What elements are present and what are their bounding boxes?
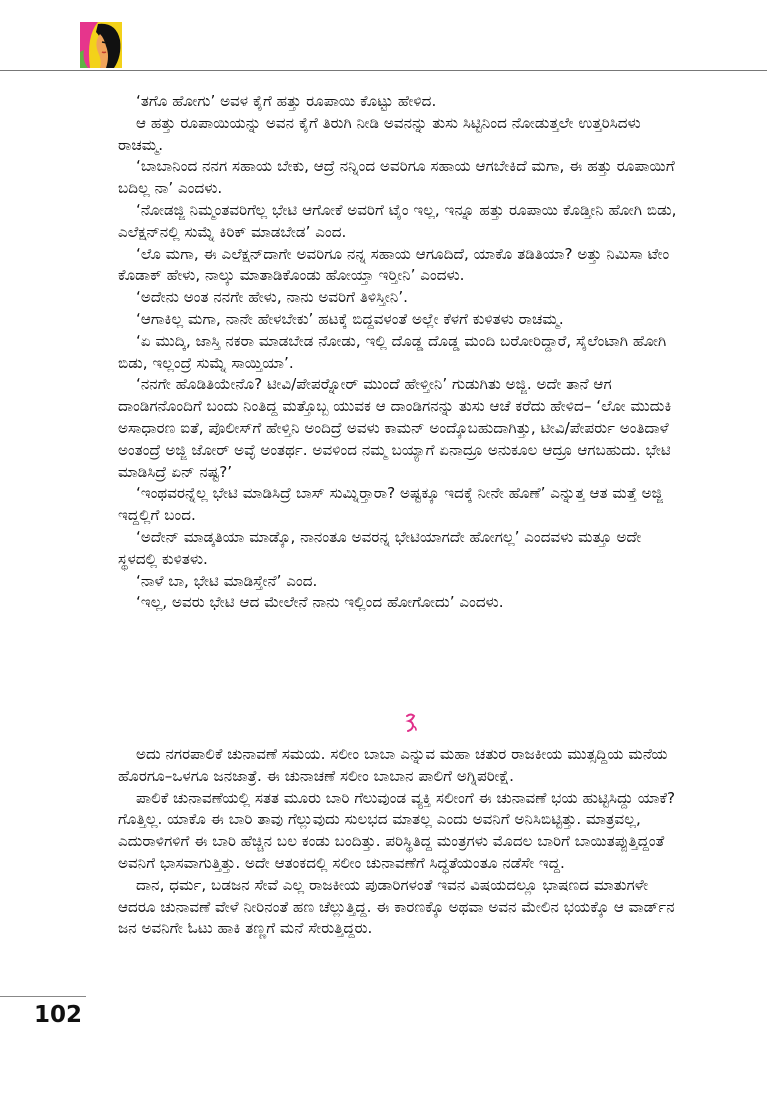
footer-rule [0, 996, 86, 997]
paragraph: ‘ಏ ಮುದ್ಕಿ, ಜಾಸ್ತಿ ನಕರಾ ಮಾಡಬೇಡ ನೋಡು, ಇಲ್ಲಿ ದೊಡ್ಡ ದೊಡ್ಡ ಮಂದಿ ಬರೋರಿದ್ದಾರೆ, ಸೈಲೆಂಟಾಗಿ ಹೋಗಿ ಬಿಡು, ಇಲ್ಲಂದ್ರೆ ಸುಮ್ನೆ ಸಾಯ್ತಿಯಾ’. [118, 331, 667, 372]
paragraph: ‘ನೋಡಜ್ಜಿ ನಿಮ್ಮಂತವರಿಗೆಲ್ಲ ಭೇಟಿ ಆಗೋಕೆ ಅವರಿಗೆ ಟೈಂ ಇಲ್ಲ, ಇನ್ನೂ ಹತ್ತು ರೂಪಾಯಿ ಕೊಡ್ತೀನಿ ಹೋಗಿ ಬಿಡು, ಎಲೆಕ್ಷನ್‌ನಲ್ಲಿ ಸುಮ್ನೆ ಕಿರಿಕ್ ಮಾಡಬೇಡ’ ಎಂದ. [118, 200, 677, 241]
paragraph: ದಾನ, ಧರ್ಮ, ಬಡಜನ ಸೇವೆ ಎಲ್ಲ ರಾಜಕೀಯ ಪುಡಾರಿಗಳಂತೆ ಇವನ ವಿಷಯದಲ್ಲೂ ಭಾಷಣದ ಮಾತುಗಳೇ ಆದರೂ ಚುನಾವಣೆ ವೇಳೆ ನೀರಿನಂತೆ ಹಣ ಚೆಲ್ಲುತ್ತಿದ್ದ. ಈ ಕಾರಣಕ್ಕೊ ಅಥವಾ ಅವನ ಮೇಲಿನ ಭಯಕ್ಕೊ ಆ ವಾರ್ಡ್‌ನ ಜನ ಅವನಿಗೇ ಓಟು ಹಾಕಿ ತಣ್ಣಗೆ ಮನೆ ಸೇರುತ್ತಿದ್ದರು. [118, 875, 675, 938]
paragraph: ‘ಅದೇನ್ ಮಾಡ್ಕತಿಯಾ ಮಾಡ್ಕೊ, ನಾನಂತೂ ಅವರನ್ನ ಭೇಟಿಯಾಗದೇ ಹೋಗಲ್ಲ’ ಎಂದವಳು ಮತ್ತೂ ಅದೇ ಸ್ಥಳದಲ್ಲಿ ಕುಳಿತಳು. [118, 527, 642, 568]
paragraph: ‘ಆಗಾಕಿಲ್ಲ ಮಗಾ, ನಾನೇ ಹೇಳಬೇಕು’ ಹಟಕ್ಕೆ ಬಿದ್ದವಳಂತೆ ಅಲ್ಲೇ ಕೆಳಗೆ ಕುಳಿತಳು ರಾಚಮ್ಮ. [136, 309, 564, 328]
woman-face-icon [80, 22, 122, 68]
paragraph: ‘ಬಾಬಾನಿಂದ ನನಗ ಸಹಾಯ ಬೇಕು, ಆದ್ರೆ ನನ್ನಿಂದ ಅವರಿಗೂ ಸಹಾಯ ಆಗಬೇಕಿದೆ ಮಗಾ, ಈ ಹತ್ತು ರೂಪಾಯಿಗೆ ಬದಿಲ್ಲ ನಾ’ ಎಂದಳು. [118, 157, 675, 198]
paragraph: ‘ಅದೇನು ಅಂತ ನನಗೇ ಹೇಳು, ನಾನು ಅವರಿಗೆ ತಿಳಿಸ್ತೀನಿ’. [136, 288, 408, 307]
paragraph: ‘ಲೊ ಮಗಾ, ಈ ಎಲೆಕ್ಷನ್‌ದಾಗೇ ಅವರಿಗೂ ನನ್ನ ಸಹಾಯ ಆಗೂದಿದೆ, ಯಾಕೊ ತಡಿತಿಯಾ? ಅತ್ತು ನಿಮಿಸಾ ಟೇಂ ಕೊಡಾಕ್ ಹೇಳು, ನಾಲ್ಕು ಮಾತಾಡಿಕೊಂಡು ಹೋಯ್ತಾ ಇರ್‍ತೀನಿ’ ಎಂದಳು. [118, 244, 670, 285]
page-number: 102 [34, 1002, 83, 1028]
paragraph: ‘ತಗೊ ಹೋಗು’ ಅವಳ ಕೈಗೆ ಹತ್ತು ರೂಪಾಯಿ ಕೊಟ್ಟು ಹೇಳಿದ. [136, 92, 437, 110]
story-section-2 [118, 744, 678, 940]
paragraph: ‘ಇಲ್ಲ, ಅವರು ಭೇಟಿ ಆದ ಮೇಲೇನೆ ನಾನು ಇಲ್ಲಿಂದ ಹೋಗೋದು’ ಎಂದಳು. [136, 593, 504, 612]
paragraph: ಅದು ನಗರಪಾಲಿಕೆ ಚುನಾವಣೆ ಸಮಯ. ಸಲೀಂ ಬಾಬಾ ಎನ್ನುವ ಮಹಾ ಚತುರ ರಾಜಕೀಯ ಮುತ್ಸದ್ದಿಯ ಮನೆಯ ಹೊರಗೂ–ಒಳಗೂ ಜನಜಾತ್ರೆ. ಈ ಚುನಾಚಣೆ ಸಲೀಂ ಬಾಬಾನ ಪಾಲಿಗೆ ಅಗ್ನಿಪರೀಕ್ಷೆ. [118, 745, 668, 785]
paragraph: ‘ನನಗೇ ಹೊಡಿತಿಯೇನೊ? ಟೀವಿ/ಪೇಪರ್‍ನೋರ್ ಮುಂದೆ ಹೇಳ್ತೀನಿ’ ಗುಡುಗಿತು ಅಜ್ಜಿ. ಅದೇ ತಾನೆ ಆಗ ದಾಂಡಿಗನೊಂದಿಗೆ ಬಂದು ನಿಂತಿದ್ದ ಮತ್ತೊಬ್ಬ ಯುವಕ ಆ ದಾಂಡಿಗನನ್ನು ತುಸು ಆಚೆ ಕರೆದು ಹೇಳಿದ– ‘ಲೋ ಮುದುಕಿ ಅಸಾಧಾರಣ ಐತೆ, ಪೊಲೀಸ್‌ಗೆ ಹೇಳ್ತಿನಿ ಅಂದಿದ್ರೆ ಅವಳು ಕಾಮನ್ ಅಂದ್ಕೊಬಹುದಾಗಿತ್ತು, ಟೀವಿ/ಪೇಪರ್ರು ಅಂತಿದಾಳೆ ಅಂತಂದ್ರೆ ಅಜ್ಜಿ ಜೋರ್ ಅವ್ಳೆ ಅಂತರ್ಥ. ಅವಳಿಂದ ನಮ್ಮ ಬಯ್ಯಾಗೆ ಏನಾದ್ರೂ ಅನುಕೂಲ ಆದ್ರೂ ಆಗಬಹುದು. ಭೇಟಿ ಮಾಡಿಸಿದ್ರೆ ಏನ್ ನಷ್ಟ?’ [118, 375, 672, 481]
story-section-1 [118, 91, 678, 614]
paragraph: ‘ನಾಳೆ ಬಾ, ಭೇಟಿ ಮಾಡಿಸ್ತೇನೆ’ ಎಂದ. [136, 571, 318, 590]
header-rule [0, 70, 767, 71]
paragraph: ಪಾಲಿಕೆ ಚುನಾವಣೆಯಲ್ಲಿ ಸತತ ಮೂರು ಬಾರಿ ಗೆಲುವುಂಡ ವ್ಯಕ್ತಿ ಸಲೀಂಗೆ ಈ ಚುನಾವಣೆ ಭಯ ಹುಟ್ಟಿಸಿದ್ದು ಯಾಕೆ? ಗೊತ್ತಿಲ್ಲ. ಯಾಕೊ ಈ ಬಾರಿ ತಾವು ಗೆಲ್ಲುವುದು ಸುಲಭದ ಮಾತಲ್ಲ ಎಂದು ಅವನಿಗೆ ಅನಿಸಿಬಿಟ್ಟಿತ್ತು. ಮಾತ್ರವಲ್ಲ, ಎದುರಾಳಿಗಳಿಗೆ ಈ ಬಾರಿ ಹೆಚ್ಚಿನ ಬಲ ಕಂಡು ಬಂದಿತ್ತು. ಪರಿಸ್ಥಿತಿದ್ದ ಮಂತ್ರಗಳು ಮೊದಲ ಬಾರಿಗೆ ಬಾಯಿತಪ್ಪುತ್ತಿದ್ದಂತೆ ಅವನಿಗೆ ಭಾಸವಾಗುತ್ತಿತ್ತು. ಅದೇ ಆತಂಕದಲ್ಲಿ ಸಲೀಂ ಚುನಾವಣೆಗೆ ಸಿದ್ಧತೆಯಂತೂ ನಡೆಸೇ ಇದ್ದ. [118, 788, 676, 872]
paragraph: ಆ ಹತ್ತು ರೂಪಾಯಿಯನ್ನು ಅವನ ಕೈಗೆ ತಿರುಗಿ ನೀಡಿ ಅವನನ್ನು ತುಸು ಸಿಟ್ಟಿನಿಂದ ನೋಡುತ್ತಲೇ ಉತ್ತರಿಸಿದಳು ರಾಚಮ್ಮ. [118, 113, 641, 154]
ornament-glyph-icon [404, 712, 418, 734]
paragraph: ‘ಇಂಥವರನ್ನೆಲ್ಲ ಭೇಟಿ ಮಾಡಿಸಿದ್ರೆ ಬಾಸ್ ಸುಮ್ನಿರ್‍ತಾರಾ? ಅಷ್ಟಕ್ಕೂ ಇದಕ್ಕೆ ನೀನೇ ಹೊಣೆ’ ಎನ್ನುತ್ತ ಆತ ಮತ್ತೆ ಅಜ್ಜಿ ಇದ್ದಲ್ಲಿಗೆ ಬಂದ. [118, 484, 663, 525]
